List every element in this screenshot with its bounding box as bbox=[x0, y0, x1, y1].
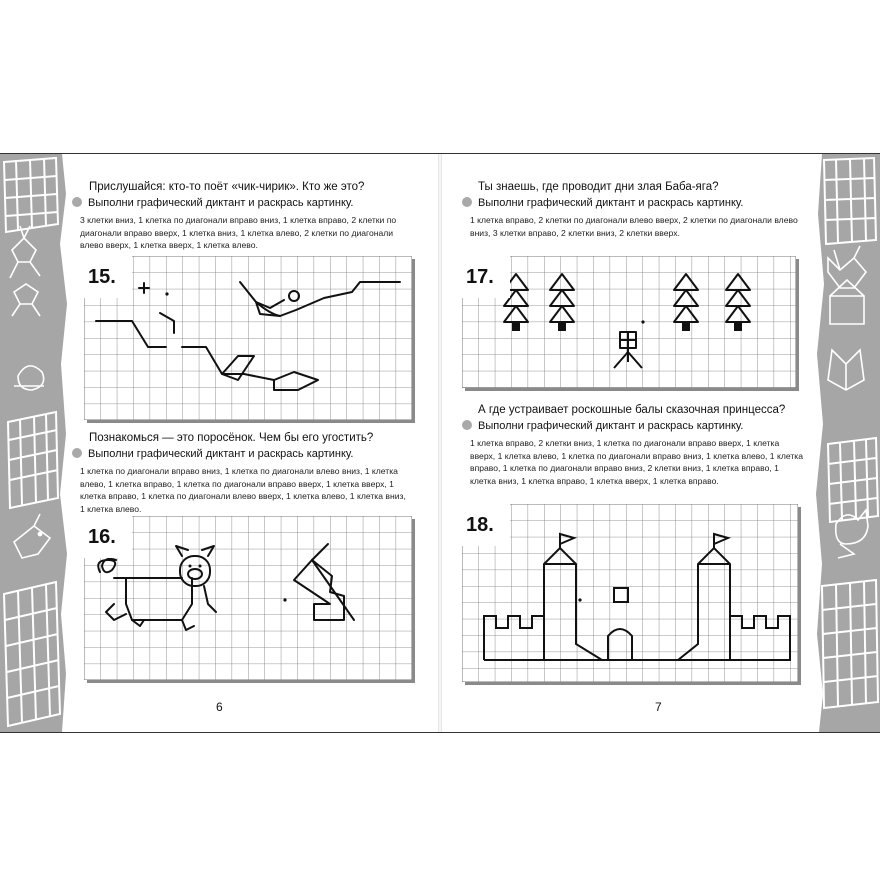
exercise-17-steps: 1 клетка вправо, 2 клетки по диагонали влево вверх, 2 клетки по диагонали влево вниз, 3 клетки вправо, 2 клетки вниз, 2 клетки вверх. bbox=[470, 215, 798, 238]
page-number-right: 7 bbox=[655, 700, 662, 714]
exercise-18-number-text: 18 bbox=[466, 514, 489, 536]
exercise-18-instruction-text: Выполни графический диктант и раскрась картинку. bbox=[478, 420, 744, 432]
page-number-left: 6 bbox=[216, 700, 223, 714]
exercise-17-number: 17. bbox=[462, 256, 510, 298]
exercise-15-number-text: 15 bbox=[88, 266, 111, 288]
exercise-15-instruction-text: Выполни графический диктант и раскрась картинку. bbox=[88, 197, 354, 209]
exercise-15-grid bbox=[84, 256, 412, 420]
left-decorative-border bbox=[0, 154, 70, 732]
exercise-18-steps: 1 клетка вправо, 2 клетки вниз, 1 клетка по диагонали вправо вверх, 1 клетка вверх, 1 клетка влево, 1 клетка по диагонали вправо вниз, 1 клетка влево, 1 клетка вправо, 1 клетка по диагонали вправо вниз, 2 клетки вниз, 1 клетка вправо, 1 клетка вниз, 1 клетка вправо, 1 клетка вверх, 1 клетка вправо. bbox=[470, 438, 803, 486]
exercise-16-grid bbox=[84, 516, 412, 680]
bullet-icon bbox=[462, 420, 472, 430]
bullet-icon bbox=[72, 197, 82, 207]
bullet-icon bbox=[462, 197, 472, 207]
exercise-16-number: 16. bbox=[84, 516, 132, 558]
bullet-icon bbox=[72, 448, 82, 458]
exercise-18-grid bbox=[462, 504, 798, 682]
exercise-17-title: Ты знаешь, где проводит дни злая Баба-яга? bbox=[478, 181, 719, 193]
exercise-16-title: Познакомься — это поросёнок. Чем бы его угостить? bbox=[89, 432, 374, 444]
exercise-17-grid bbox=[462, 256, 796, 388]
exercise-18-number: 18. bbox=[462, 504, 510, 546]
exercise-16-steps: 1 клетка по диагонали вправо вниз, 1 клетка по диагонали влево вниз, 1 клетка влево, 1 клетка вправо, 1 клетка по диагонали вправо вверх, 1 клетка вверх, 1 клетка вправо, 1 клетка по диагонали влево вверх, 1 клетка влево, 1 клетка вниз, 1 клетка влево. bbox=[80, 466, 406, 514]
right-page bbox=[442, 154, 814, 732]
exercise-15-instruction bbox=[72, 197, 353, 209]
right-decorative-border bbox=[814, 154, 880, 732]
exercise-18-instruction bbox=[462, 420, 743, 432]
exercise-15-steps: 3 клетки вниз, 1 клетка по диагонали вправо вниз, 1 клетка вправо, 2 клетки по диагонали вправо вверх, 1 клетка вниз, 1 клетка влево, 2 клетки по диагонали влево вверх, 1 клетка вверх, 1 клетка влево. bbox=[80, 215, 397, 251]
left-page bbox=[68, 154, 438, 732]
book-spread bbox=[0, 153, 880, 733]
exercise-16-instruction bbox=[72, 448, 353, 460]
exercise-17-instruction-text: Выполни графический диктант и раскрась картинку. bbox=[478, 197, 744, 209]
exercise-16-number-text: 16 bbox=[88, 526, 111, 548]
exercise-17-instruction bbox=[462, 197, 743, 209]
exercise-17-number-text: 17 bbox=[466, 266, 489, 288]
exercise-18-title: А где устраивает роскошные балы сказочная принцесса? bbox=[478, 404, 786, 416]
exercise-15-title: Прислушайся: кто-то поёт «чик-чирик». Кто же это? bbox=[89, 181, 365, 193]
exercise-16-instruction-text: Выполни графический диктант и раскрась картинку. bbox=[88, 448, 354, 460]
exercise-15-number: 15. bbox=[84, 256, 132, 298]
